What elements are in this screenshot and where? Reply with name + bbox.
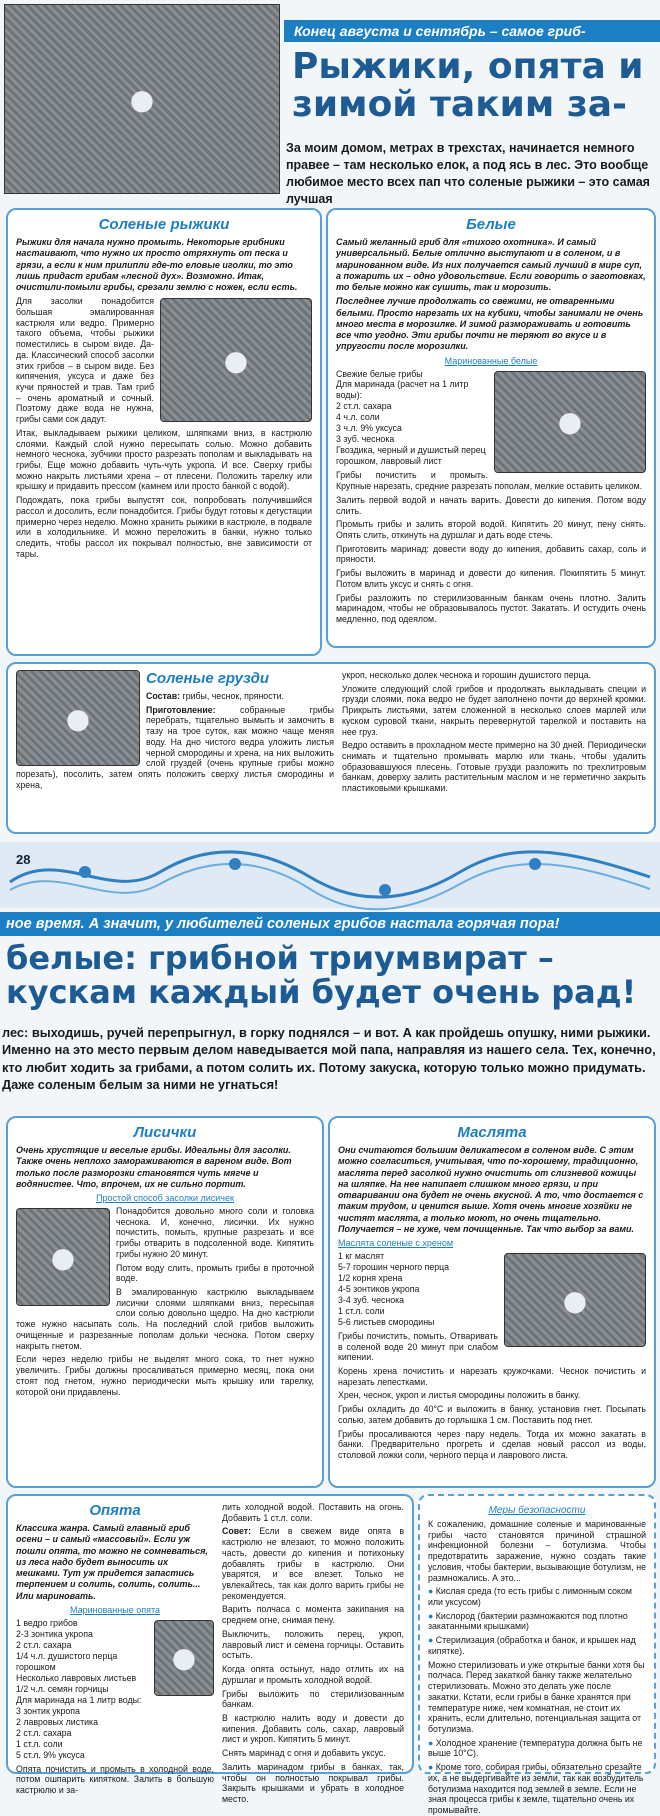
mushroom-photo-icon: ● xyxy=(223,343,249,377)
opyata-col2-g: В кастрюлю налить воду и довести до кипения. Добавить соль, сахар, лавровый лист и укроп. Кипятить 5 минут. xyxy=(222,1712,404,1745)
belye-p6: Грибы разложить по стерилизованным банкам очень плотно. Залить маринадом, чтобы не образовывалось пустот. Закатать. И остудить очень медленно, под одеялом. xyxy=(336,592,646,624)
ryzhiki-section xyxy=(6,208,322,656)
safety-item-1-text: Кислая среда (то есть грибы с лимонным соком или уксусом) xyxy=(428,1586,632,1608)
opyata-intro: Классика жанра. Самый главный гриб осени – и самый «массовый». Если уж пошли опята, то можно не сомневаться, из леса надо будет выносить их мешками. Тут уж придется запастись терпением и солить, солить, солить... Или мариновать. xyxy=(16,1523,208,1601)
bullet-icon: ● xyxy=(428,1586,434,1597)
page-number: 28 xyxy=(16,852,31,867)
opyata-photo xyxy=(154,1620,214,1696)
opyata-p1: Опята почистить и промыть в холодной воде, потом ошпарить кипятком. Залить в большую кастрюлю и за- xyxy=(16,1763,214,1795)
band2-headline-line2: кускам каждый будет очень рад! xyxy=(6,972,637,1011)
band2-lead: лес: выходишь, ручей перепрыгнул, в горку поднялся – и вот. А как пройдешь опушку, ними рыжики. Именно на это место первым делом наведывается мой папа, направляя из нашего села. Тех, конечно, кто любит ходить за грибами, а потом солить их. Потому закуска, которую только можно придумать. Даже соленым белым за ними не угнаться! xyxy=(2,1025,656,1092)
top-kicker-banner xyxy=(284,20,660,42)
maslyata-title: Маслята xyxy=(457,1124,527,1141)
maslyata-p2: Корень хрена почистить и нарезать кружочками. Чеснок почистить и нарезать лепестками. xyxy=(338,1366,646,1387)
ryzhiki-intro: Рыжики для начала нужно промыть. Некоторые грибники настаивают, что нужно их просто отряхнуть от песка и грязи, а если к ним прилипли где-то еловые иголки, то это лишь придаст грибам «лесной дух». Возможно. Итак, очистили-помыли грибы, срезали землю с ножек, если есть. xyxy=(16,237,298,292)
maslyata-section xyxy=(328,1116,656,1488)
mushrooms-photo-icon: ● xyxy=(562,1283,588,1317)
belye-p1: Грибы почистить и промыть. Крупные нарезать, средние разрезать пополам, мелкие оставить целиком. xyxy=(336,470,643,492)
bowl-photo-icon: ● xyxy=(65,701,91,735)
safety-item-5 xyxy=(428,1738,646,1759)
gruzdi-prep-label: Приготовление: xyxy=(146,704,216,715)
opyata-col2-i: Залить маринадом грибы в банках, так, чтобы он полностью покрывал грибы. Закрыть крышками и убрать в холодное место. xyxy=(222,1761,404,1804)
basket-photo-icon: ● xyxy=(557,405,583,438)
gruzdi-section xyxy=(6,662,656,834)
main-headline xyxy=(292,48,660,138)
maslyata-ingredients: 1 кг маслят 5-7 горошин черного перца 1/2 корня хрена 4-5 зонтиков укропа 3-4 зуб. чеснока 1 ст.л. соли 5-6 листьев смородины xyxy=(338,1251,450,1327)
belye-intro: Самый желанный гриб для «тихого охотника». И самый универсальный. Белые отлично выступают и в соленом, и в маринованном виде. Из них получается самый лучший в мире суп, а пожарить их – одно удовольствие. Если говорить о заготовках, то белые можно как сушить, так и морозить. xyxy=(336,237,646,292)
photo-icon: ● xyxy=(129,82,155,116)
maslyata-p5: Грибы просаливаются через пару недель. Тогда их можно закатать в банки. Предварительно прогреть и сделав новый рассол из воды, столовой ложки соли, черного перца и лаврового листа. xyxy=(338,1428,646,1461)
safety-item-6 xyxy=(428,1762,646,1816)
belye-section xyxy=(326,208,656,648)
opyata-col2-f: Грибы выложить по стерилизованным банкам. xyxy=(222,1688,404,1710)
lisichki-p2: Потом воду слить, промыть грибы в проточной воде. xyxy=(116,1262,314,1284)
lisichki-section xyxy=(6,1116,324,1488)
safety-item-5-text: Холодное хранение (температура должна быть не выше 10°С). xyxy=(428,1737,643,1759)
band2-kicker-banner xyxy=(0,912,660,936)
ryzhiki-p2: Итак, выкладываем рыжики целиком, шляпками вниз, в кастрюлю слоями. Каждый слой нужно пересыпать солью. Можно добавить немного чеснока, зубчики просто разрезать пополам и выкладывать на грибы. Еще можно добавить чуть-чуть укропа. И все. Сверху грибы можно накрыть листьями хрена – от плесени. Положить тарелку или крышку и придавить прессом (камнем или просто банкой с водой). xyxy=(16,427,312,492)
ornament-swirls xyxy=(0,842,660,908)
belye-subtitle: Маринованные белые xyxy=(444,355,538,366)
band2-kicker: ное время. А значит, у любителей соленых грибов настала горячая пора! xyxy=(6,916,560,932)
headline-line1: Рыжики, опята и xyxy=(292,46,644,87)
safety-title: Меры безопасности xyxy=(488,1505,586,1516)
opyata-col2-c: Варить полчаса с момента закипания на среднем огне, снимая пену. xyxy=(222,1604,404,1626)
opyata-advice: Если в свежем виде опята в кастрюлю не влезают, то можно положить часть, довести до кипения и потихоньку добавлять грибы в кастрюлю. Они уварятся, и все влезет. Только не увлекайтесь, так как долго варить грибы не рекомендуется. xyxy=(222,1526,404,1601)
opyata-section xyxy=(6,1494,414,1804)
belye-p5: Грибы выложить в маринад и довести до кипения. Покипятить 5 минут. Потом влить уксус и снять с огня. xyxy=(336,568,646,589)
band2-headline-line1: белые: грибной триумвират – xyxy=(6,939,554,977)
jar2-photo-icon: ● xyxy=(171,1641,197,1675)
safety-item-6-text: Кроме того, собирая грибы, обязательно срезайте их, а не выдергивайте из земли, так как возбудитель ботулизма находится под землей в земле. Если не зная процесса грибы к земле, тщательно очень их промывайте. xyxy=(428,1762,644,1815)
maslyata-subtitle: Маслята соленые с хреном xyxy=(338,1238,454,1248)
lisichki-subtitle: Простой способ засолки лисичек xyxy=(96,1193,234,1203)
belye-p2: Залить первой водой и начать варить. Довести до кипения. Потом воду слить. xyxy=(336,494,646,516)
safety-item-3 xyxy=(428,1635,646,1656)
opyata-col2-a: лить холодной водой. Поставить на огонь. Добавить 1 ст.л. соли. xyxy=(222,1502,404,1523)
belye-photo xyxy=(494,371,646,473)
opyata-col2-d: Выключить, положить перец, укроп, лавровый лист и семена горчицы. Оставить остыть. xyxy=(222,1628,404,1661)
gruzdi-composition: грибы, чеснок, пряности. xyxy=(182,691,284,701)
gruzdi-composition-label: Состав: xyxy=(146,691,181,701)
lisichki-photo xyxy=(16,1208,110,1306)
bullet-icon: ● xyxy=(428,1635,434,1646)
band2-headline xyxy=(6,939,660,1022)
belye-ingredients: Свежие белые грибы Для маринада (расчет на 1 литр воды): 2 ст.л. сахара 4 ч.л. соли 3 ч.л. 9% уксуса 3 зуб. чеснока Гвоздика, черный и душистый перец горошком, лавровый лист xyxy=(336,368,486,467)
safety-item-1 xyxy=(428,1586,646,1607)
bullet-icon: ● xyxy=(428,1610,434,1621)
lisichki-p4: Если через неделю грибы не выделят много сока, то гнет нужно увеличить. Грибы должны просаливаться примерно месяц, пока они стоят под гнетом, нужно периодически мыть крышку или тарелку, которой они придавлены. xyxy=(16,1354,314,1397)
safety-item-4: Можно стерилизовать и уже открытые банки хотя бы полчаса. Перед закаткой банку также желательно стерилизовать. Можно это делать уже после закатки. Кстати, если грибы в банке хранятся при температуре ниже, чем комнатная, не стоит их хранить, если длительно, потенциальная защита от ботулизма. xyxy=(428,1659,645,1734)
opyata-ingredients: 1 ведро грибов 2-3 зонтика укропа 2 ст.л. сахара 1/4 ч.л. душистого перца горошком Несколько лавровых листьев 1/2 ч.л. семян горчицы Для маринада на 1 литр воды: 3 зонтик укропа 2 лавровых листика 2 ст.л. сахара 1 ст.л. соли 5 ст.л. 9% уксуса xyxy=(16,1617,142,1760)
lisichki-title: Лисички xyxy=(133,1124,197,1141)
belye-p4: Приготовить маринад: довести воду до кипения, добавить сахар, соль и пряности. xyxy=(336,543,646,565)
gruzdi-cont1: укроп, несколько долек чеснока и горошин душистого перца. xyxy=(342,670,591,680)
opyata-title: Опята xyxy=(89,1502,141,1519)
safety-intro: К сожалению, домашние соленые и маринованные грибы часто становятся причиной страшной инфекционной болезни – ботулизма. Чтобы предотвратить заражение, нужно создать такие условия, чтобы бактерии, вызывающие ботулизм, не размножались. А это... xyxy=(428,1519,646,1583)
lisichki-intro: Очень хрустящие и веселые грибы. Идеальны для засолки. Также очень неплохо замораживаются в вареном виде. Вот только после разморозки становятся чуть мягче и водянистее. Что, впрочем, их не сильно портит. xyxy=(16,1145,292,1189)
opyata-advice-label: Совет: xyxy=(222,1526,252,1537)
lisichki-p1: Понадобится довольно много соли и головка чеснока. И, конечно, лисички. Их нужно почистить, помыть, крупные разрезать и все грибы отварить в подсоленной воде. Кипятить грибы нужно 20 минут. xyxy=(116,1206,314,1259)
ornament-divider xyxy=(0,842,660,908)
maslyata-p1: Грибы почистить, помыть. Отваривать в соленой воде 20 минут при слабом кипении. xyxy=(338,1330,498,1363)
gruzdi-cont2: Уложите следующий слой грибов и продолжать выкладывать специи и грузди слоями, пока ведро не будет заполнено почти до верхней кромки. Прикрыть листьями, затем сложенной в несколько слоев марлей или куском суровой ткани, накрыть перевернутой тарелкой и поставить на нее груз. xyxy=(342,683,646,737)
gruzdi-title: Соленые грузди xyxy=(146,670,270,687)
gruzdi-photo xyxy=(16,670,140,766)
ryzhiki-p3: Подождать, пока грибы выпустят сок, попробовать получившийся рассол и досолить, если понадобится. Грибы будут готовы к дегустации примерно через неделю. Можно хранить рыжики в кастрюле, в подвале или в холодильнике. И можно переложить в банки, нужно только следить, чтобы рассол их покрывал полностью, вне зависимости от тары. xyxy=(16,495,312,559)
belye-p3: Промыть грибы и залить второй водой. Кипятить 20 минут, пену снять. Опять слить, откинуть на дуршлаг и дать воде стечь. xyxy=(336,519,646,540)
bullet-icon: ● xyxy=(428,1737,434,1748)
top-lead: За моим домом, метрах в трехстах, начинается немного правее – там несколько елок, а под ясь в лес. Это вообще любимое место всех пап что соленые рыжики – это самая лучшая xyxy=(286,141,650,206)
bullet-icon: ● xyxy=(428,1762,434,1773)
headline-line2: зимой таким за- xyxy=(292,83,627,125)
maslyata-photo xyxy=(504,1253,646,1347)
safety-section xyxy=(418,1494,656,1815)
jar-photo-icon: ● xyxy=(50,1240,76,1274)
ryzhiki-photo xyxy=(160,298,312,422)
safety-item-2-text: Кислород (бактерии размножаются под плотно закатанными крышками) xyxy=(428,1610,628,1632)
lisichki-p3: В эмалированную кастрюлю выкладываем лисички слоями шляпками вниз, пересыпая слои солью довольно щедро. На дно кастрюли тоже нужно насыпать соль. На последний слой грибов выложить очищенные и разрезанные пополам дольки чеснока. Потом сверху накрыть гнетом. xyxy=(16,1287,314,1351)
maslyata-p3: Хрен, чеснок, укроп и листья смородины положить в банку. xyxy=(338,1390,581,1401)
belye-title: Белые xyxy=(466,216,516,233)
gruzdi-prep: собранные грибы перебрать, тщательно вымыть и замочить в тазу на трое суток, как можно чаще меняя воду. На дно чистого ведра уложить листья черной смородины и хрена, на них выложить слой груздей (очень крупные грибы можно порезать), посолить, затем опять положить сверху листья смородины и хрена, xyxy=(16,704,334,790)
opyata-subtitle: Маринованные опята xyxy=(70,1604,160,1615)
top-photo-family-cooking xyxy=(4,4,280,194)
ryzhiki-p1: Для засолки понадобится большая эмалированная кастрюля или ведро. Примерно такого объема, чтобы рыжики поместились в сыром виде. Да-да. Классический способ засолки этих грибов – в сыром виде. Без кипячения, уксуса и даже без кучи пряностей и трав. Там гриб – очень ароматный и сочный. Поэтому даже вода не нужна, грибы сами сок дадут. xyxy=(16,296,154,425)
safety-item-2 xyxy=(428,1611,646,1632)
gruzdi-cont3: Ведро оставить в прохладном месте примерно на 30 дней. Периодически снимать и тщательно промывать марлю или ткань, чтобы удалить образовавшуюся плесень. Готовые грузди разложить по трехлитровым банкам, доверху залить растительным маслом и не герметично закрыть пластиковыми крышками. xyxy=(342,740,646,794)
ryzhiki-title: Соленые рыжики xyxy=(98,216,230,233)
maslyata-intro: Они считаются большим деликатесом в соленом виде. С этим можно согласиться, учитывая, что по-хорошему, традиционно, маслята перед засолкой нужно очистить от слизневой кожицы на шляпке. На нее напипает слишком много грязи, и при отваривании она будет не очень вкусной. А то, что достается с таким трудом, и ценится выше. Хотя очень многие хозяйки не чистят маслята, а только моют, но очень тщательно. Получается – не хуже, чем почищенные. Так что выбор за вами. xyxy=(338,1145,644,1234)
maslyata-p4: Грибы охладить до 40°С и выложить в банку, установив гнет. Посыпать солью, затем добавить до горлышка 1 см. Поставить под гнет. xyxy=(338,1404,646,1425)
top-kicker: Конец августа и сентябрь – самое гриб- xyxy=(294,23,586,39)
opyata-col2-h: Снять маринад с огня и добавить уксус. xyxy=(222,1748,386,1759)
opyata-col2-e: Когда опята остынут, надо отлить их на дуршлаг и промыть холодной водой. xyxy=(222,1664,404,1685)
belye-intro2: Последнее лучше продолжать со свежими, не отваренными белыми. Просто нарезать их на кубики, чтобы занимали не очень много места в морозилке. И зимой размораживать и готовить все что угодно. Эти грибы почти не теряют во вкусе и в упругости после морозилки. xyxy=(336,296,644,352)
safety-item-3-text: Стерилизация (обработка и банок, и крышек над кипятке). xyxy=(428,1635,636,1656)
